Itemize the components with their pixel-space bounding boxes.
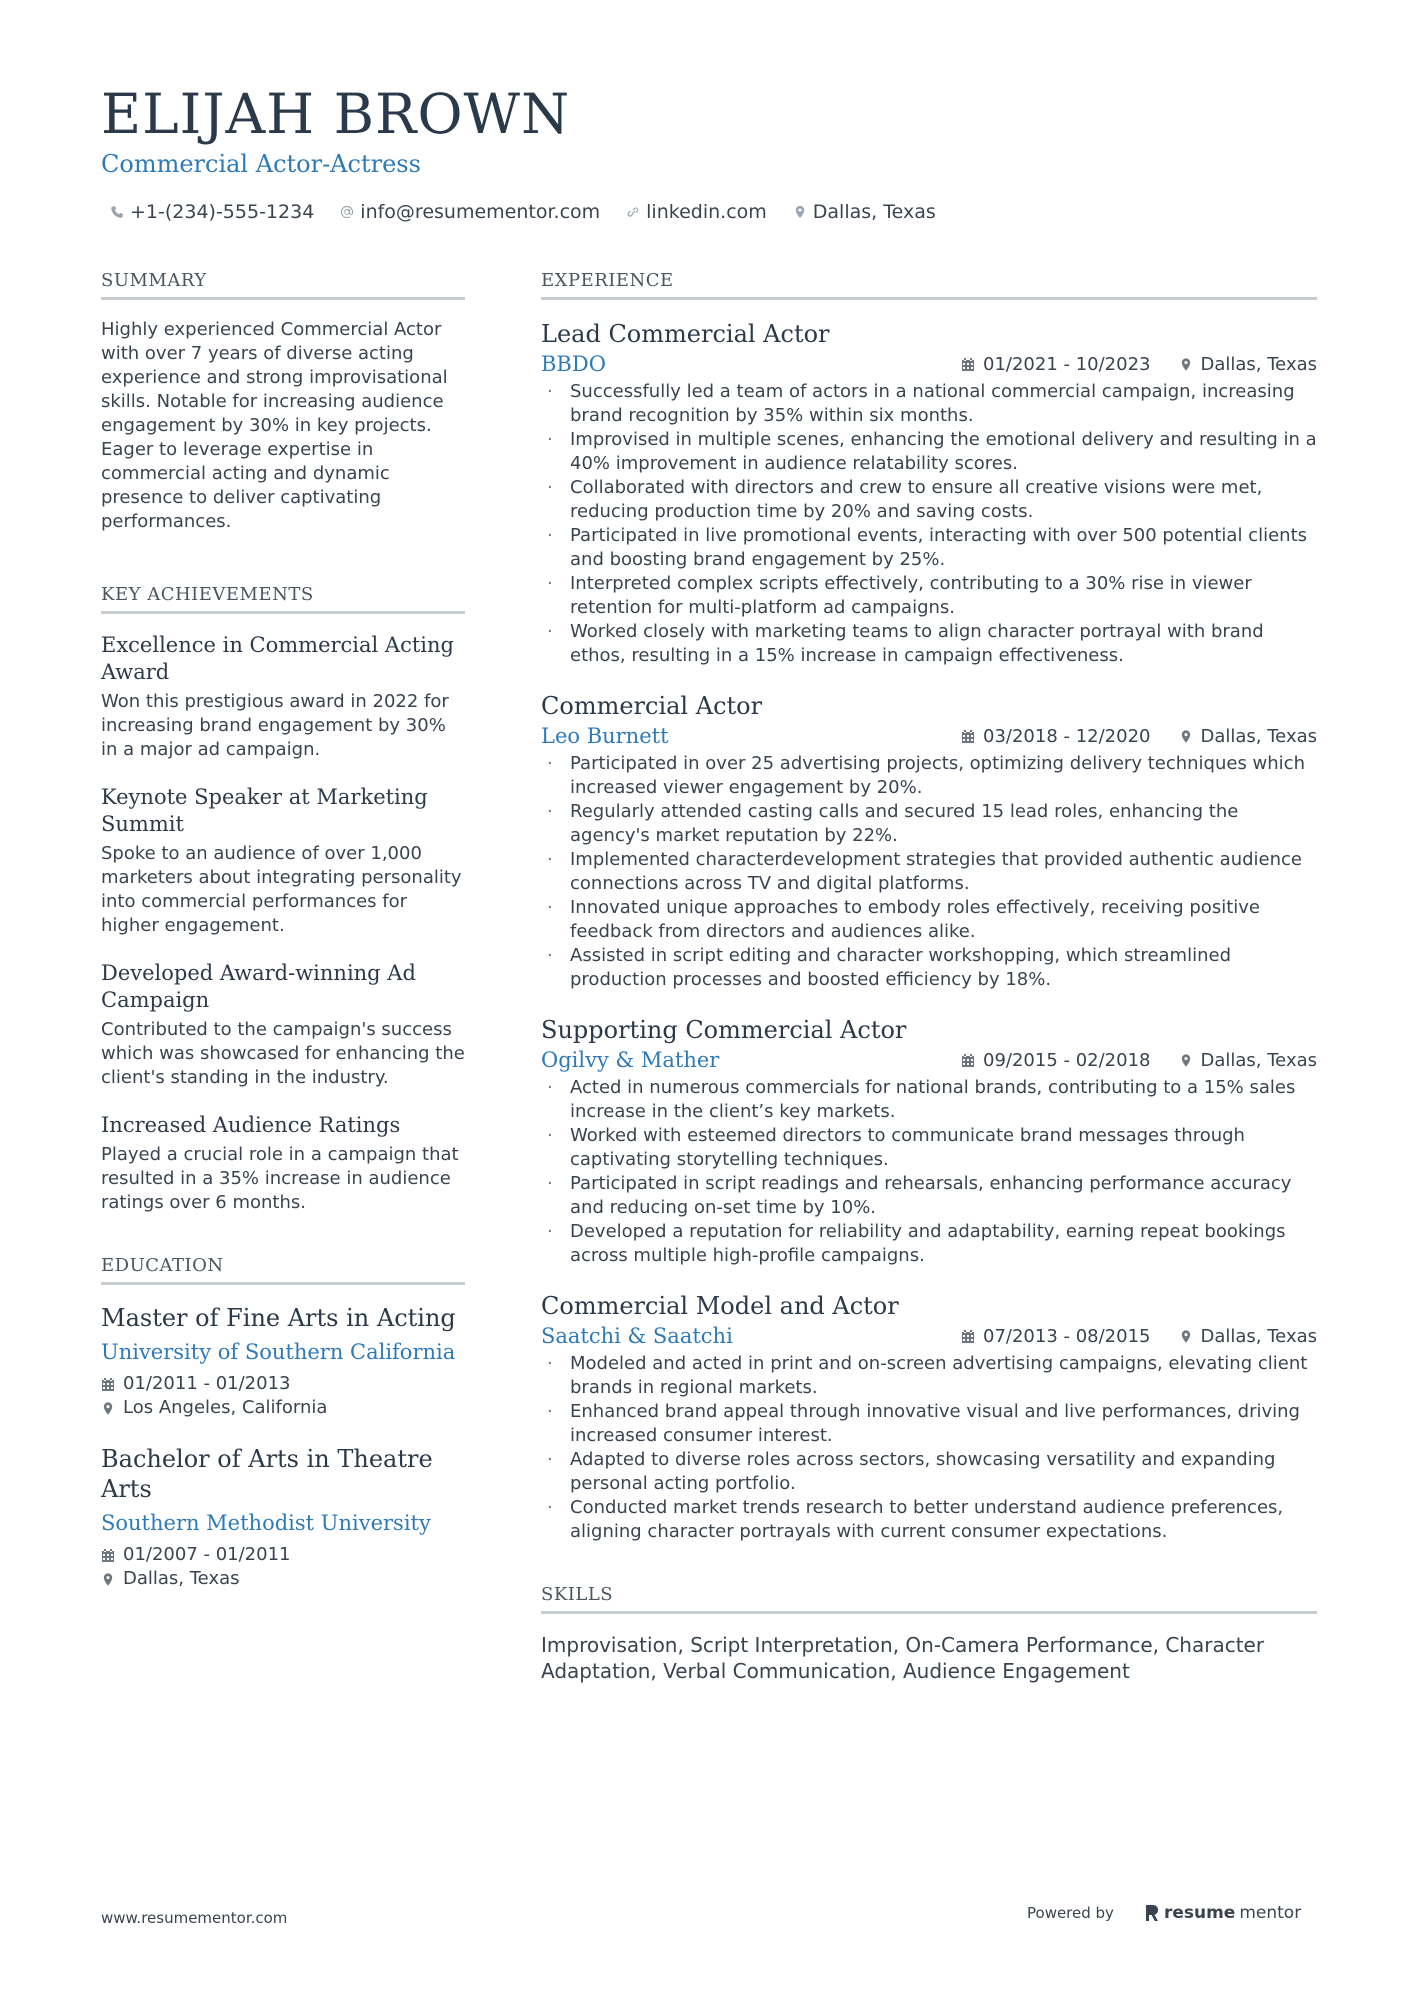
job-bullets (541, 1352, 1317, 1544)
job-list (541, 318, 1317, 1544)
summary-text: Highly experienced Commercial Actor with over 7 years of diverse acting experience and strong improvisational skills. Notable for increasing audience engagement by 30% in key projects. Eager to leverage expertise in commercial acting and dynamic presence to deliver captivating performances. (101, 319, 448, 532)
job-title: Supporting Commercial Actor (541, 1016, 907, 1044)
link-icon (626, 205, 640, 219)
job-bullet: · Successfully led a team of actors in a national commercial campaign, increasing brand recognition by 35% within six months. (541, 380, 1317, 428)
job-bullet: · Developed a reputation for reliability and adaptability, earning repeat bookings across multiple high-profile campaigns. (541, 1220, 1317, 1268)
phone-text: +1-(234)-555-1234 (130, 201, 315, 223)
contact-bar (110, 201, 936, 223)
job-bullet: · Implemented characterdevelopment strategies that provided authentic audience connections across TV and digital platforms. (541, 848, 1317, 896)
linkedin-text: linkedin.com (646, 201, 767, 223)
job-bullet: · Interpreted complex scripts effectively, contributing to a 30% rise in viewer retention for multi-platform ad campaigns. (541, 572, 1317, 620)
education-dates: 01/2011 - 01/2013 (101, 1372, 465, 1396)
job-company: Saatchi & Saatchi (541, 1324, 733, 1348)
job-dates: 03/2018 - 12/2020 (961, 726, 1151, 747)
achievement-item (101, 1112, 465, 1215)
job-meta (961, 354, 1317, 375)
job-meta-row (541, 352, 1317, 376)
job-location: Dallas, Texas (1179, 1326, 1318, 1347)
job-bullets (541, 1076, 1317, 1268)
location-pin-icon (1179, 357, 1193, 372)
job-title: Commercial Actor (541, 692, 763, 720)
job-bullet: · Enhanced brand appeal through innovative visual and live performances, driving increased consumer interest. (541, 1400, 1317, 1448)
job-entry (541, 690, 1317, 992)
experience-heading: EXPERIENCE (541, 270, 1317, 300)
contact-location (793, 201, 936, 223)
experience-section (541, 270, 1317, 1544)
achievement-desc: Contributed to the campaign's success which was showcased for enhancing the client's standing in the industry. (101, 1019, 465, 1088)
calendar-icon (961, 729, 975, 744)
achievement-item (101, 784, 465, 938)
job-bullets (541, 380, 1317, 668)
job-bullet: · Participated in script readings and rehearsals, enhancing performance accuracy and reducing on-set time by 10%. (541, 1172, 1317, 1220)
education-degree: Bachelor of Arts in Theatre Arts (101, 1445, 433, 1503)
job-company: Ogilvy & Mather (541, 1048, 720, 1072)
job-meta (961, 1050, 1317, 1071)
calendar-icon (101, 1377, 115, 1392)
job-company: BBDO (541, 352, 606, 376)
achievements-heading: KEY ACHIEVEMENTS (101, 584, 465, 614)
education-item (101, 1303, 465, 1420)
job-bullet: · Participated in over 25 advertising projects, optimizing delivery techniques which increased viewer engagement by 20%. (541, 752, 1317, 800)
achievement-title: Excellence in Commercial Acting Award (101, 633, 454, 684)
job-entry (541, 318, 1317, 668)
achievement-desc: Played a crucial role in a campaign that resulted in a 35% increase in audience ratings over 6 months. (101, 1144, 459, 1213)
calendar-icon (961, 1329, 975, 1344)
job-dates: 01/2021 - 10/2023 (961, 354, 1151, 375)
brand-logo[interactable]: resume mentor (1144, 1903, 1301, 1923)
contact-email[interactable] (340, 201, 600, 223)
job-bullet: · Adapted to diverse roles across sectors, showcasing versatility and expanding personal acting portfolio. (541, 1448, 1317, 1496)
contact-linkedin[interactable] (626, 201, 767, 223)
job-meta (961, 1326, 1317, 1347)
left-column (101, 270, 465, 1615)
right-column (541, 270, 1317, 1684)
skills-heading: SKILLS (541, 1584, 1317, 1614)
education-school: Southern Methodist University (101, 1511, 431, 1535)
achievement-item (101, 960, 465, 1090)
resumementor-logo-icon (1144, 1904, 1160, 1922)
footer-website[interactable]: www.resumementor.com (101, 1909, 288, 1927)
candidate-role: Commercial Actor-Actress (101, 150, 421, 178)
location-pin-icon (793, 205, 807, 219)
job-bullet: · Collaborated with directors and crew to ensure all creative visions were met, reducing production time by 20% and saving costs. (541, 476, 1317, 524)
summary-section (101, 270, 465, 534)
job-bullets (541, 752, 1317, 992)
job-title: Lead Commercial Actor (541, 320, 830, 348)
job-meta-row (541, 1048, 1317, 1072)
achievement-title: Developed Award-winning Ad Campaign (101, 961, 416, 1012)
job-bullet: · Innovated unique approaches to embody roles effectively, receiving positive feedback from directors and audiences alike. (541, 896, 1317, 944)
education-location: Dallas, Texas (101, 1567, 465, 1591)
job-bullet: · Modeled and acted in print and on-screen advertising campaigns, elevating client brands in regional markets. (541, 1352, 1317, 1400)
achievement-item (101, 632, 465, 762)
achievement-desc: Spoke to an audience of over 1,000 marketers about integrating personality into commercial performances for higher engagement. (101, 843, 462, 936)
calendar-icon (101, 1548, 115, 1563)
education-school: University of Southern California (101, 1340, 456, 1364)
job-bullet: · Participated in live promotional events, interacting with over 500 potential clients and boosting brand engagement by 25%. (541, 524, 1317, 572)
achievement-title: Increased Audience Ratings (101, 1113, 401, 1137)
job-meta-row (541, 1324, 1317, 1348)
job-bullet: · Worked closely with marketing teams to align character portrayal with brand ethos, resulting in a 15% increase in campaign effectiveness. (541, 620, 1317, 668)
job-bullet: · Improvised in multiple scenes, enhancing the emotional delivery and resulting in a 40% improvement in audience relatability scores. (541, 428, 1317, 476)
at-icon (340, 205, 354, 219)
education-heading: EDUCATION (101, 1255, 465, 1285)
job-location: Dallas, Texas (1179, 1050, 1318, 1071)
job-location: Dallas, Texas (1179, 354, 1318, 375)
job-bullet: · Worked with esteemed directors to communicate brand messages through captivating storytelling techniques. (541, 1124, 1317, 1172)
powered-by-text: Powered by (1027, 1904, 1114, 1922)
job-location: Dallas, Texas (1179, 726, 1318, 747)
calendar-icon (961, 1053, 975, 1068)
footer-brand (1027, 1903, 1301, 1923)
location-text: Dallas, Texas (812, 201, 936, 223)
summary-heading: SUMMARY (101, 270, 465, 300)
calendar-icon (961, 357, 975, 372)
education-item (101, 1444, 465, 1591)
location-pin-icon (1179, 1329, 1193, 1344)
phone-icon (110, 205, 124, 219)
job-dates: 09/2015 - 02/2018 (961, 1050, 1151, 1071)
education-section (101, 1255, 465, 1591)
location-pin-icon (1179, 1053, 1193, 1068)
education-dates: 01/2007 - 01/2011 (101, 1543, 465, 1567)
job-bullet: · Assisted in script editing and character workshopping, which streamlined production processes and boosted efficiency by 18%. (541, 944, 1317, 992)
job-bullet: · Regularly attended casting calls and secured 15 lead roles, enhancing the agency's market reputation by 22%. (541, 800, 1317, 848)
education-degree: Master of Fine Arts in Acting (101, 1304, 456, 1332)
contact-phone (110, 201, 314, 223)
skills-text: Improvisation, Script Interpretation, On-Camera Performance, Character Adaptation, Verbal Communication, Audience Engagement (541, 1633, 1265, 1683)
job-title: Commercial Model and Actor (541, 1292, 899, 1320)
email-text: info@resumementor.com (360, 201, 601, 223)
location-pin-icon (1179, 729, 1193, 744)
location-pin-icon (101, 1401, 115, 1416)
job-bullet: · Conducted market trends research to better understand audience preferences, aligning character portrayals with current consumer expectations. (541, 1496, 1317, 1544)
skills-section (541, 1584, 1317, 1684)
job-entry (541, 1290, 1317, 1544)
achievements-section (101, 584, 465, 1215)
job-dates: 07/2013 - 08/2015 (961, 1326, 1151, 1347)
education-location: Los Angeles, California (101, 1396, 465, 1420)
location-pin-icon (101, 1572, 115, 1587)
achievement-desc: Won this prestigious award in 2022 for increasing brand engagement by 30% in a major ad campaign. (101, 691, 449, 760)
job-meta (961, 726, 1317, 747)
job-meta-row (541, 724, 1317, 748)
job-entry (541, 1014, 1317, 1268)
achievement-title: Keynote Speaker at Marketing Summit (101, 785, 428, 836)
candidate-name: ELIJAH BROWN (101, 82, 571, 146)
job-company: Leo Burnett (541, 724, 669, 748)
job-bullet: · Acted in numerous commercials for national brands, contributing to a 15% sales increase in the client’s key markets. (541, 1076, 1317, 1124)
